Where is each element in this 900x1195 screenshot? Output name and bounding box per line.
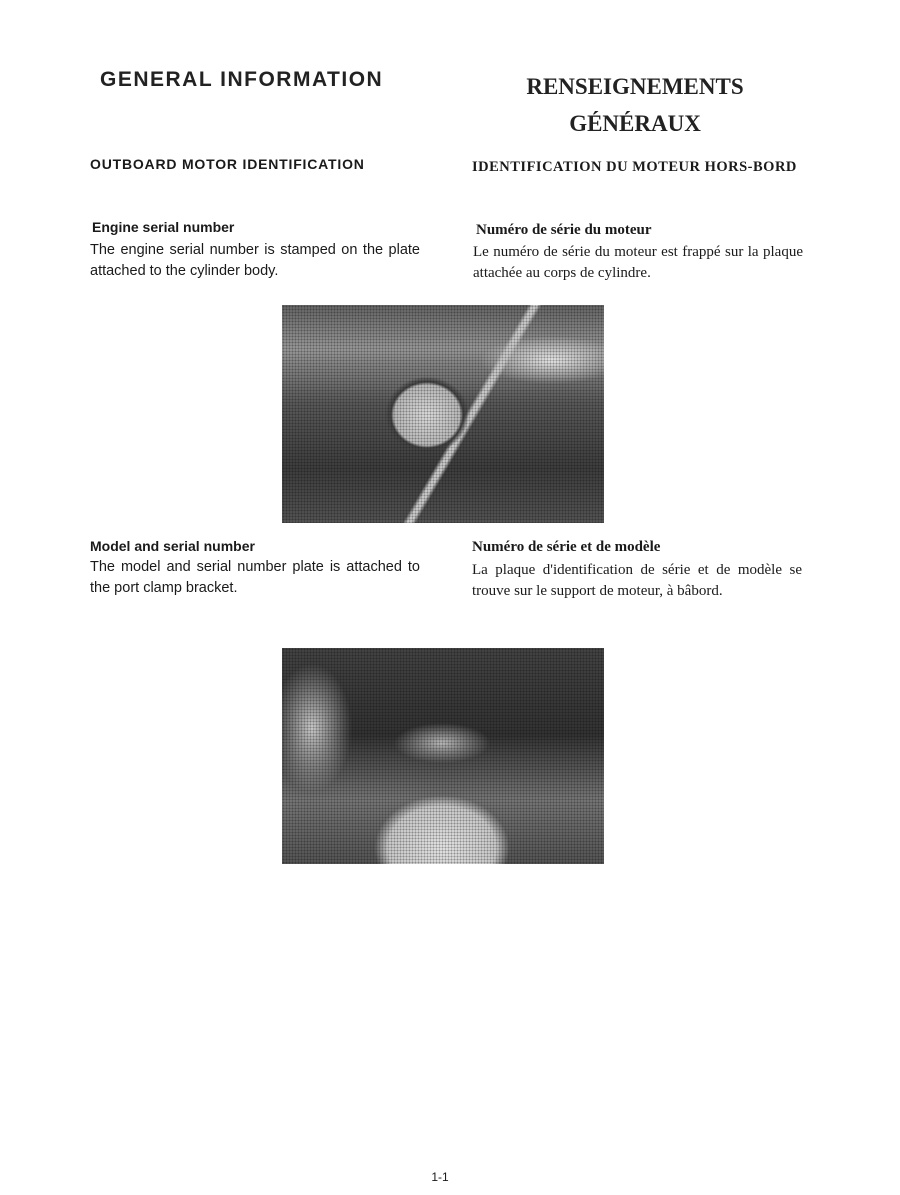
engine-serial-heading-english: Engine serial number [92, 219, 235, 235]
model-serial-heading-english: Model and serial number [90, 538, 255, 554]
model-serial-heading-french: Numéro de série et de modèle [472, 539, 661, 555]
title-french-line2: GÉNÉRAUX [569, 111, 701, 136]
title-french-line1: RENSEIGNEMENTS [526, 74, 744, 99]
model-serial-text-english: The model and serial number plate is attached to the port clamp bracket. [90, 559, 420, 596]
title-english: GENERAL INFORMATION [100, 68, 384, 91]
model-serial-text-french: La plaque d'identification de série et de modèle se trouve sur le support de moteur, à bâbord. [472, 562, 802, 599]
engine-serial-text-english: The engine serial number is stamped on the plate attached to the cylinder body. [90, 242, 420, 279]
section-heading-english: OUTBOARD MOTOR IDENTIFICATION [90, 156, 365, 172]
engine-serial-heading-french: Numéro de série du moteur [476, 222, 652, 238]
engine-serial-text-french: Le numéro de série du moteur est frappé sur la plaque attachée au corps de cylindre. [473, 244, 803, 281]
title-french [470, 68, 800, 142]
page-number: 1-1 [431, 1170, 449, 1184]
model-serial-plate-photo [282, 648, 604, 864]
engine-serial-plate-photo [282, 305, 604, 523]
section-heading-french: IDENTIFICATION DU MOTEUR HORS-BORD [472, 159, 797, 175]
